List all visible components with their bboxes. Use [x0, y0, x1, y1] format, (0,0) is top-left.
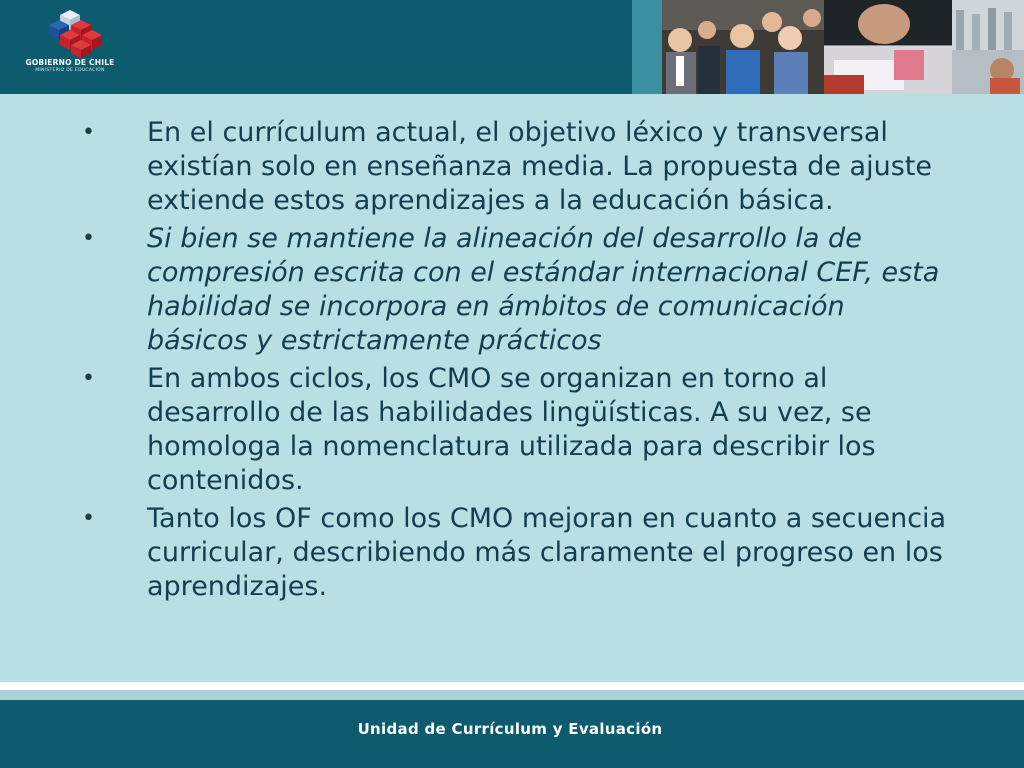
header-photo-strip — [662, 0, 1024, 94]
footer-text: Unidad de Currículum y Evaluación — [357, 720, 663, 738]
bullet-item — [0, 116, 1024, 218]
bullet-text: En el currículum actual, el objetivo léxico y transversal existían solo en enseñanza media. La propuesta de ajuste extiende estos aprendizajes a la educación básica. — [147, 117, 932, 216]
footer-gap — [0, 690, 1024, 700]
bullet-text: En ambos ciclos, los CMO se organizan en torno al desarrollo de las habilidades lingüísticas. A su vez, se homologa la nomenclatura utilizada para describir los contenidos. — [147, 363, 876, 496]
student-writing-photo — [824, 0, 952, 94]
students-photo — [662, 0, 824, 94]
bullet-item — [0, 222, 1024, 358]
bullet-list — [0, 116, 1024, 608]
bullet-marker: • — [82, 120, 95, 145]
logo-subtext: MINISTERIO DE EDUCACIÓN — [35, 68, 105, 73]
header-accent-band — [632, 0, 662, 94]
gobierno-de-chile-logo — [22, 6, 118, 86]
bullet-text: Si bien se mantiene la alineación del desarrollo la de compresión escrita con el estándar internacional CEF, esta habilidad se incorpora en ámbitos de comunicación básicos y estrictamente prácticos — [147, 223, 940, 356]
bullet-marker: • — [82, 226, 95, 251]
logo-mark-icon — [22, 6, 118, 58]
lab-photo — [952, 0, 1024, 94]
bullet-item — [0, 502, 1024, 604]
bullet-text: Tanto los OF como los CMO mejoran en cuanto a secuencia curricular, describiendo más claramente el progreso en los aprendizajes. — [147, 503, 947, 602]
logo-text: GOBIERNO DE CHILE — [25, 58, 115, 67]
bullet-marker: • — [82, 366, 95, 391]
bullet-marker: • — [82, 506, 95, 531]
footer-divider — [0, 682, 1024, 690]
header-bar — [0, 0, 1024, 94]
bullet-item — [0, 362, 1024, 498]
